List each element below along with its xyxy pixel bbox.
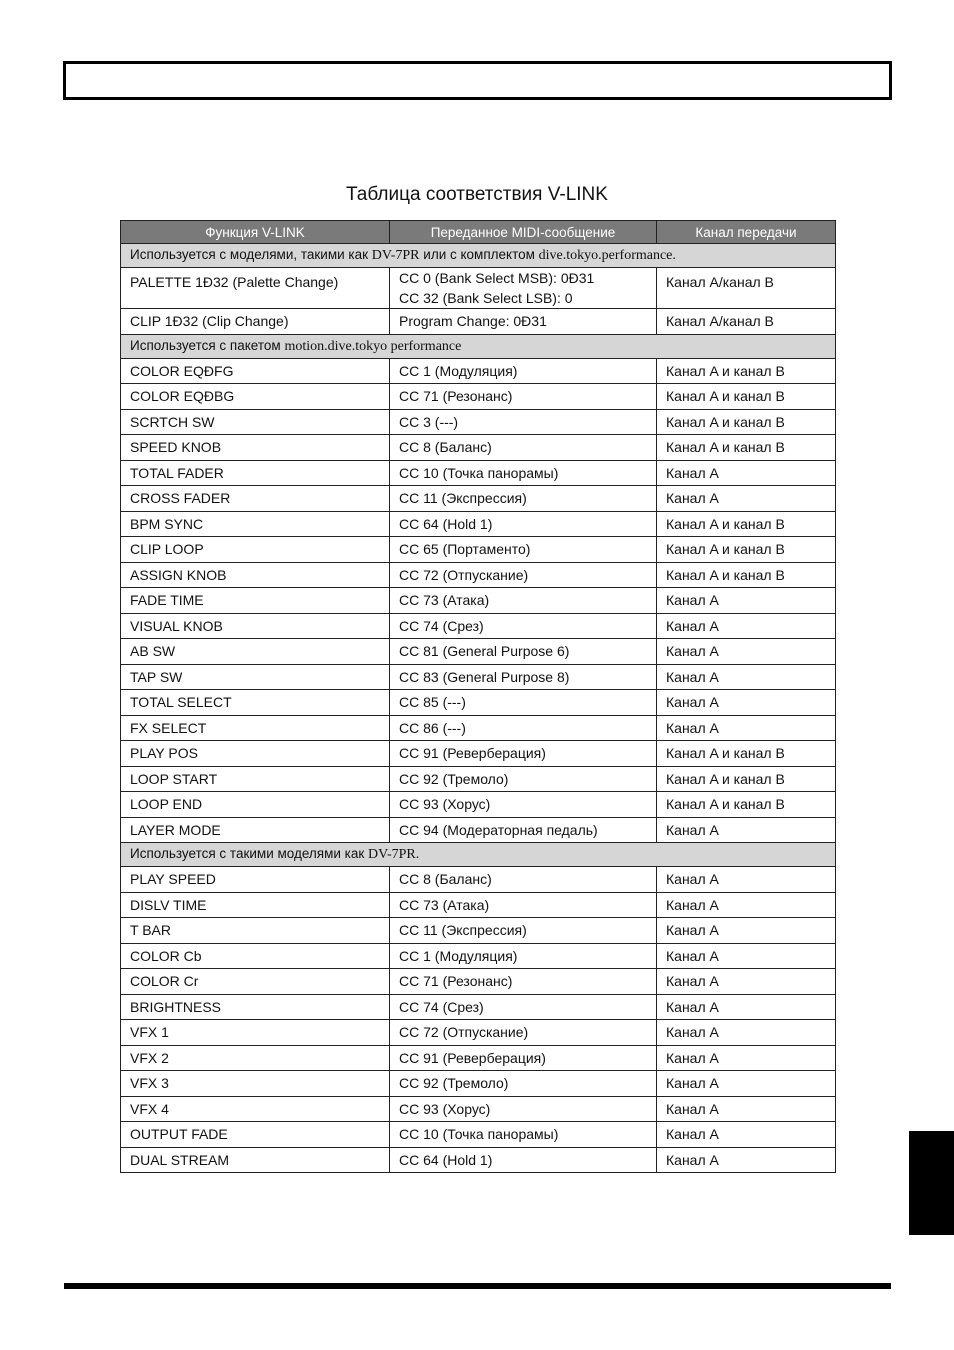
table-row [121,639,836,665]
table-row [121,460,836,486]
table-row [121,867,836,893]
vlink-table [120,220,836,1173]
midi-cell: CC 81 (General Purpose 6) [390,639,657,665]
channel-cell: Канал A и канал B [657,409,836,435]
channel-cell: Канал A [657,943,836,969]
channel-cell: Канал A/канал B [657,268,836,309]
function-cell: FADE TIME [121,588,390,614]
midi-cell: CC 8 (Баланс) [390,435,657,461]
section-row-dv7pr [121,843,836,867]
midi-cell: CC 73 (Атака) [390,588,657,614]
midi-cell: CC 93 (Хорус) [390,792,657,818]
channel-cell: Канал A [657,613,836,639]
channel-cell: Канал A и канал B [657,358,836,384]
midi-cell: CC 11 (Экспрессия) [390,918,657,944]
channel-cell: Канал A [657,1096,836,1122]
midi-cell [390,268,657,309]
midi-line: CC 32 (Bank Select LSB): 0 [399,290,573,306]
table-row [121,766,836,792]
table-row [121,384,836,410]
function-cell: LOOP END [121,792,390,818]
function-cell: OUTPUT FADE [121,1122,390,1148]
midi-cell: CC 72 (Отпускание) [390,562,657,588]
column-header-channel: Канал передачи [657,221,836,244]
section-label [121,244,836,268]
midi-cell: CC 10 (Точка панорамы) [390,460,657,486]
table-row [121,511,836,537]
function-cell: TAP SW [121,664,390,690]
channel-cell: Канал A [657,664,836,690]
footer-rule [64,1283,891,1289]
function-cell: ASSIGN KNOB [121,562,390,588]
table-row [121,486,836,512]
midi-cell: CC 86 (---) [390,715,657,741]
section-text: или с комплектом [419,247,539,262]
channel-cell: Канал A и канал B [657,511,836,537]
midi-cell: CC 74 (Срез) [390,613,657,639]
midi-line: CC 0 (Bank Select MSB): 0Ð31 [399,270,595,286]
channel-cell: Канал A [657,486,836,512]
channel-cell: Канал A [657,994,836,1020]
function-cell: BPM SYNC [121,511,390,537]
channel-cell: Канал A и канал B [657,537,836,563]
channel-cell: Канал A [657,715,836,741]
function-cell: VISUAL KNOB [121,613,390,639]
table-row [121,918,836,944]
table-row [121,358,836,384]
midi-cell: CC 10 (Точка панорамы) [390,1122,657,1148]
table-row [121,817,836,843]
function-cell: TOTAL FADER [121,460,390,486]
function-cell: COLOR Cr [121,969,390,995]
channel-cell: Канал A и канал B [657,435,836,461]
section-package: dive.tokyo.performance. [538,248,676,263]
channel-cell: Канал A [657,918,836,944]
table-row [121,613,836,639]
midi-cell: CC 1 (Модуляция) [390,358,657,384]
table-row [121,409,836,435]
channel-cell: Канал A [657,639,836,665]
midi-cell: CC 71 (Резонанс) [390,969,657,995]
table-row [121,892,836,918]
table-row [121,268,836,309]
table-row [121,994,836,1020]
function-cell: VFX 4 [121,1096,390,1122]
table-row [121,1096,836,1122]
midi-cell: CC 3 (---) [390,409,657,435]
function-cell: AB SW [121,639,390,665]
function-cell: DUAL STREAM [121,1147,390,1173]
midi-cell: CC 11 (Экспрессия) [390,486,657,512]
channel-cell: Канал A [657,969,836,995]
table-row [121,562,836,588]
midi-cell: CC 85 (---) [390,690,657,716]
midi-cell: CC 93 (Хорус) [390,1096,657,1122]
section-model: DV-7PR [371,248,420,263]
channel-cell: Канал A и канал B [657,792,836,818]
table-row [121,1020,836,1046]
function-cell: SPEED KNOB [121,435,390,461]
midi-cell: CC 73 (Атака) [390,892,657,918]
table-row [121,1122,836,1148]
section-text: Используется с моделями, такими как [130,247,372,262]
function-cell: BRIGHTNESS [121,994,390,1020]
midi-cell: CC 91 (Реверберация) [390,741,657,767]
section-package: motion.dive.tokyo performance [284,338,462,354]
column-header-midi: Переданное MIDI-сообщение [390,221,657,244]
midi-cell: CC 72 (Отпускание) [390,1020,657,1046]
header-box [63,61,892,100]
midi-cell: CC 64 (Hold 1) [390,511,657,537]
function-cell: PLAY POS [121,741,390,767]
channel-cell: Канал A [657,1045,836,1071]
channel-cell: Канал A и канал B [657,741,836,767]
table-row [121,741,836,767]
midi-cell: CC 92 (Тремоло) [390,1071,657,1097]
channel-cell: Канал A [657,1122,836,1148]
function-cell: CLIP 1Ð32 (Clip Change) [121,309,390,335]
function-cell: VFX 1 [121,1020,390,1046]
section-label [121,843,836,867]
function-cell: COLOR EQÐFG [121,358,390,384]
midi-cell: CC 64 (Hold 1) [390,1147,657,1173]
table-row [121,537,836,563]
table-row [121,943,836,969]
midi-cell: CC 8 (Баланс) [390,867,657,893]
channel-cell: Канал A/канал B [657,309,836,335]
function-cell: LAYER MODE [121,817,390,843]
section-row-models [121,244,836,268]
function-cell: COLOR EQÐBG [121,384,390,410]
table-row [121,435,836,461]
section-text: Используется с пакетом [130,337,285,353]
midi-cell: CC 74 (Срез) [390,994,657,1020]
channel-cell: Канал A [657,690,836,716]
column-header-function: Функция V-LINK [121,221,390,244]
table-row [121,969,836,995]
section-row-motion [121,334,836,358]
midi-cell: CC 92 (Тремоло) [390,766,657,792]
function-cell: TOTAL SELECT [121,690,390,716]
table-row [121,309,836,335]
table-row [121,588,836,614]
function-cell: FX SELECT [121,715,390,741]
function-cell: CROSS FADER [121,486,390,512]
function-cell: SCRTCH SW [121,409,390,435]
function-cell: VFX 2 [121,1045,390,1071]
midi-cell: CC 94 (Модераторная педаль) [390,817,657,843]
channel-cell: Канал A [657,588,836,614]
channel-cell: Канал A [657,867,836,893]
function-cell: LOOP START [121,766,390,792]
midi-cell: Program Change: 0Ð31 [390,309,657,335]
midi-cell: CC 91 (Реверберация) [390,1045,657,1071]
table-row [121,792,836,818]
channel-cell: Канал A и канал B [657,766,836,792]
section-model: DV-7PR. [368,847,420,862]
midi-cell: CC 65 (Портаменто) [390,537,657,563]
section-text: Используется с такими моделями как [130,846,369,861]
channel-cell: Канал A [657,460,836,486]
table-header-row [121,221,836,244]
table-row [121,1071,836,1097]
side-tab [909,1131,954,1235]
channel-cell: Канал A и канал B [657,562,836,588]
channel-cell: Канал A [657,892,836,918]
channel-cell: Канал A [657,1020,836,1046]
function-cell: T BAR [121,918,390,944]
function-cell: PALETTE 1Ð32 (Palette Change) [121,268,390,309]
channel-cell: Канал A [657,817,836,843]
midi-cell: CC 71 (Резонанс) [390,384,657,410]
page-title: Таблица соответствия V-LINK [346,184,608,205]
midi-cell: CC 1 (Модуляция) [390,943,657,969]
section-label [121,334,836,358]
function-cell: PLAY SPEED [121,867,390,893]
function-cell: VFX 3 [121,1071,390,1097]
function-cell: DISLV TIME [121,892,390,918]
table-row [121,690,836,716]
function-cell: COLOR Cb [121,943,390,969]
midi-cell: CC 83 (General Purpose 8) [390,664,657,690]
channel-cell: Канал A [657,1071,836,1097]
function-cell: CLIP LOOP [121,537,390,563]
table-row [121,1147,836,1173]
channel-cell: Канал A и канал B [657,384,836,410]
table-row [121,1045,836,1071]
table-row [121,664,836,690]
table-row [121,715,836,741]
channel-cell: Канал A [657,1147,836,1173]
